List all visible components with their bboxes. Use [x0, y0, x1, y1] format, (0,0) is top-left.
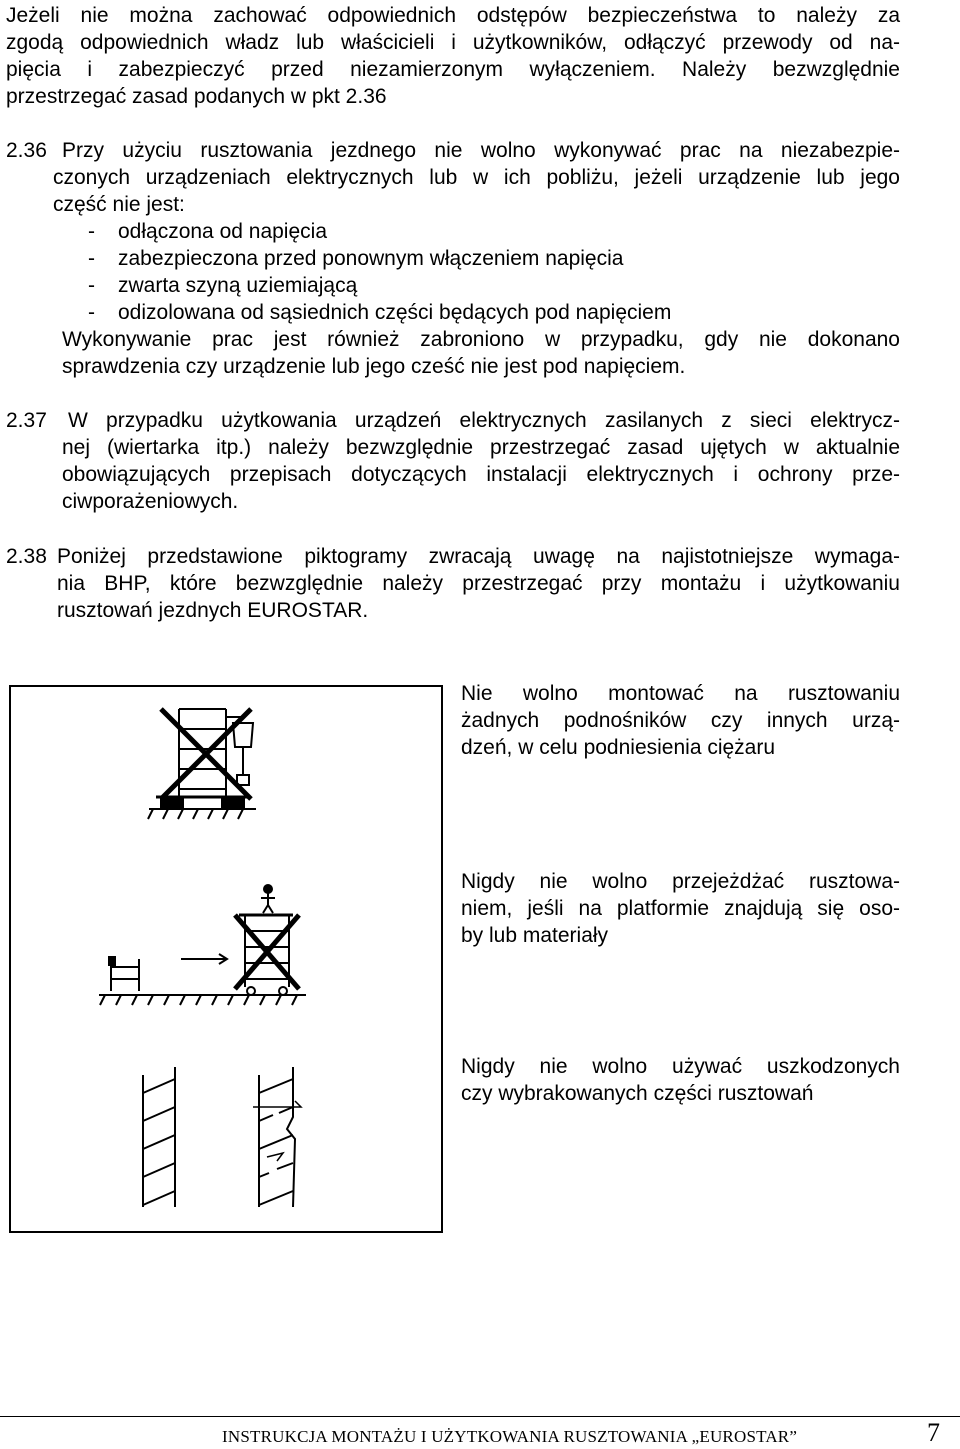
section-number: 2.36 — [6, 139, 47, 162]
section-number: 2.38 — [6, 545, 47, 568]
section-line: Przy użyciu rusztowania jezdnego nie wolno wykonywać prac na niezabezpie- — [62, 139, 900, 162]
intro-line: przestrzegać zasad podanych w pkt 2.36 — [6, 85, 387, 108]
section-line: sprawdzenia czy urządzenie lub jego cześć nie jest pod napięciem. — [62, 355, 686, 378]
pictogram-caption: Nigdy nie wolno używać uszkodzonych — [461, 1055, 900, 1078]
section-number: 2.37 — [6, 409, 47, 432]
footer-title: INSTRUKCJA MONTAŻU I UŻYTKOWANIA RUSZTOWANIA „EUROSTAR” — [222, 1427, 798, 1446]
no-lifting-devices-icon — [11, 687, 441, 867]
pictogram-panel — [9, 685, 443, 1233]
pictogram-caption: Nie wolno montować na rusztowaniu — [461, 682, 900, 705]
list-item: zwarta szyną uziemiającą — [118, 274, 358, 297]
intro-line: Jeżeli nie można zachować odpowiednich odstępów bezpieczeństwa to należy za — [6, 4, 900, 27]
section-line: rusztowań jezdnych EUROSTAR. — [57, 599, 369, 622]
section-line: nia BHP, które bezwzględnie należy przestrzegać przy montażu i użytkowaniu — [57, 572, 900, 595]
section-line: ciwporażeniowych. — [62, 490, 239, 513]
section-line: W przypadku użytkowania urządzeń elektrycznych zasilanych z sieci elektrycz- — [68, 409, 900, 432]
section-line: obowiązujących przepisach dotyczących instalacji elektrycznych i ochrony prze- — [62, 463, 900, 486]
pictogram-caption: dzeń, w celu podniesienia ciężaru — [461, 736, 776, 759]
list-item: odłączona od napięcia — [118, 220, 327, 243]
no-moving-with-people-icon — [11, 867, 441, 1057]
section-line: nej (wiertarka itp.) należy bezwzględnie przestrzegać zasad ujętych w aktualnie — [62, 436, 900, 459]
list-bullet: - — [88, 247, 95, 270]
pictogram-caption: Nigdy nie wolno przejeżdżać rusztowa- — [461, 870, 900, 893]
pictogram-caption: by lub materiały — [461, 924, 609, 947]
pictogram-caption: czy wybrakowanych części rusztowań — [461, 1082, 814, 1105]
list-item: odizolowana od sąsiednich części będących pod napięciem — [118, 301, 672, 324]
no-damaged-parts-icon — [11, 1057, 441, 1233]
section-line: Wykonywanie prac jest również zabroniono w przypadku, gdy nie dokonano — [62, 328, 900, 351]
intro-line: zgodą odpowiednich władz lub właścicieli i użytkowników, odłączyć przewody od na- — [6, 31, 900, 54]
list-bullet: - — [88, 301, 95, 324]
page-number: 7 — [927, 1418, 940, 1447]
section-line: czonych urządzeniach elektrycznych lub w ich pobliżu, jeżeli urządzenie lub jego — [53, 166, 900, 189]
pictogram-caption: niem, jeśli na platformie znajdują się oso- — [461, 897, 900, 920]
section-line: część nie jest: — [53, 193, 185, 216]
list-bullet: - — [88, 274, 95, 297]
pictogram-caption: żadnych podnośników czy innych urzą- — [461, 709, 900, 732]
list-bullet: - — [88, 220, 95, 243]
section-line: Poniżej przedstawione piktogramy zwracają uwagę na najistotniejsze wymaga- — [57, 545, 900, 568]
footer-divider — [0, 1416, 960, 1417]
intro-line: pięcia i zabezpieczyć przed niezamierzonym wyłączeniem. Należy bezwzględnie — [6, 58, 900, 81]
list-item: zabezpieczona przed ponownym włączeniem napięcia — [118, 247, 624, 270]
